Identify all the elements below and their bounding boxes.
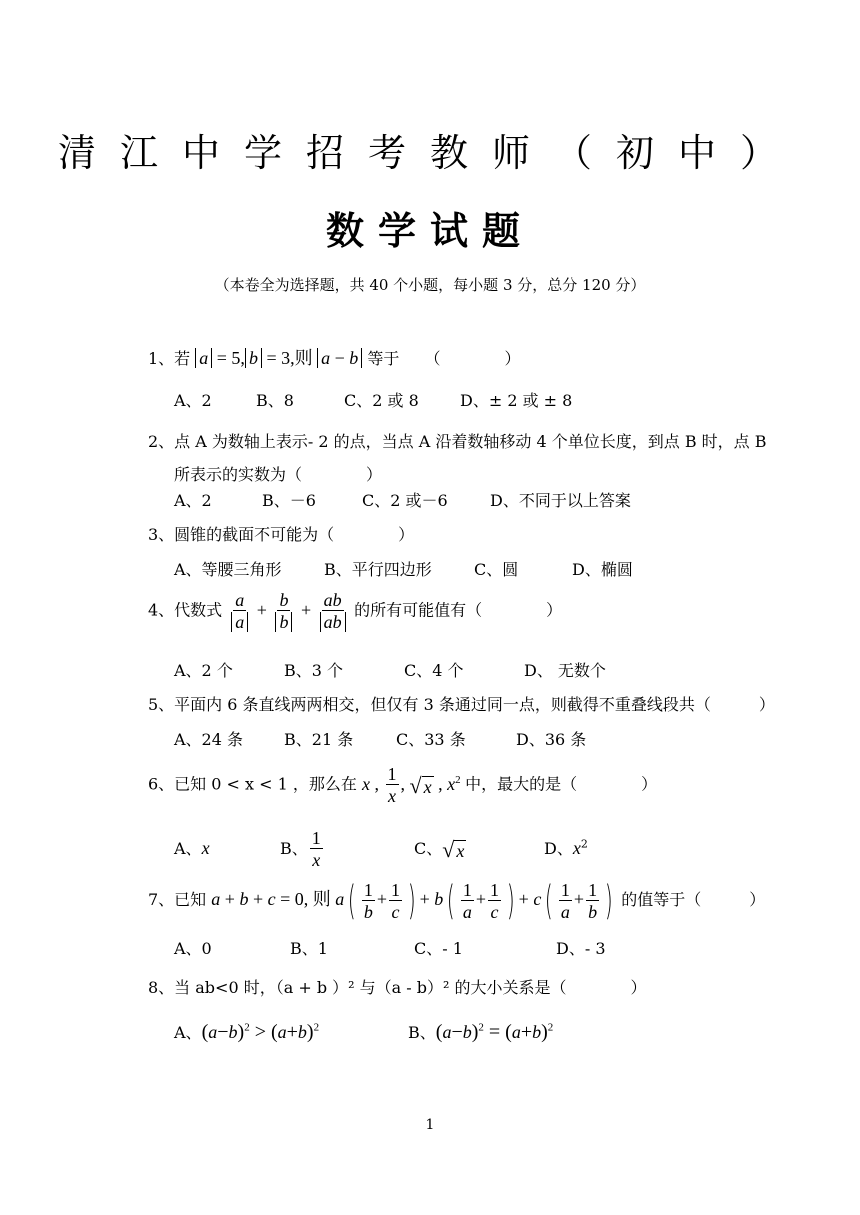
option-c: C、33 条 (396, 730, 466, 749)
question-8-options (174, 1020, 553, 1044)
option-a: A、2 (174, 391, 212, 410)
page-subtitle: 数学试题 (325, 209, 534, 253)
option-a: A、$(a-b)^2 > (a+b)^2$ (174, 1021, 320, 1043)
question-6-suffix: 中，最大的是（ ） (465, 774, 658, 794)
question-7-suffix: 的值等于（ ） (621, 890, 766, 910)
question-7-prefix: 7、已知 (148, 890, 207, 910)
question-2-options (174, 488, 631, 511)
question-7 (148, 878, 765, 924)
option-d: D、36 条 (516, 730, 587, 749)
option-d: D、 无数个 (524, 661, 606, 680)
option-b: B、3 个 (284, 661, 344, 680)
question-2-line1: 2、点 A 为数轴上表示- 2 的点，当点 A 沿着数轴移动 4 个单位长度，到点 B 时，点 B (148, 432, 767, 451)
option-c: C、2 或 8 (344, 391, 419, 410)
answer-blank: （ ） (424, 349, 521, 368)
option-c: C、2 或－6 (362, 491, 448, 510)
option-b: B、平行四边形 (324, 560, 432, 579)
option-c: C、- 1 (414, 939, 463, 958)
page-number: 1 (425, 1117, 435, 1133)
option-a: A、x (174, 838, 210, 858)
question-1-options (174, 388, 572, 411)
question-3-options (174, 557, 633, 580)
option-b: B、－6 (262, 491, 316, 510)
page-title: 清江中学招考教师（初中） (57, 131, 802, 175)
question-7-formula: a + b + c = 0, 则 a( $\frac{1}{b}$ + $\frac{1}{c}$ ) + b( $\frac{1}{a}$ + $\frac{1}{c}$ ) + c( $\frac{1}{a}$ + $\frac{1}{b}$ ) (211, 878, 613, 924)
option-c: C、圆 (474, 560, 519, 579)
question-3: 3、圆锥的截面不可能为（ ） (148, 525, 415, 544)
option-b: B、 $\frac{1}{x}$ (280, 828, 321, 870)
option-c: C、√ x (414, 836, 465, 862)
question-6-options (174, 828, 588, 871)
question-4 (148, 590, 562, 633)
question-1 (148, 344, 520, 370)
question-1-formula: a = 5, b = 3,则 a − b (195, 348, 362, 368)
question-2-line2: 所表示的实数为（ ） (174, 465, 383, 484)
option-a: A、2 个 (174, 661, 233, 680)
option-d: D、± 2 或 ± 8 (460, 391, 573, 410)
question-1-mid: 等于 (367, 349, 400, 368)
option-a: A、2 (174, 491, 212, 510)
option-d: D、- 3 (556, 939, 606, 958)
option-d: D、$x^2$ (544, 837, 588, 858)
question-8: 8、当 ab<0 时，（a + b ）² 与（a - b）² 的大小关系是（ ） (148, 978, 647, 997)
question-4-options (174, 658, 606, 681)
question-4-suffix: 的所有可能值有（ ） (354, 600, 563, 620)
option-b: B、1 (290, 939, 328, 958)
option-d: D、不同于以上答案 (490, 491, 631, 510)
question-4-formula: $\frac{a}{a}$ + $\frac{b}{b}$ + $\frac{ab}{ab}$ (227, 600, 354, 620)
question-5: 5、平面内 6 条直线两两相交，但仅有 3 条通过同一点，则截得不重叠线段共（ ） (148, 695, 775, 714)
option-a: A、等腰三角形 (174, 560, 282, 579)
question-4-prefix: 4、代数式 (148, 600, 223, 620)
question-7-options (174, 936, 606, 959)
question-1-prefix: 1、若 (148, 349, 191, 368)
option-a: A、24 条 (174, 730, 244, 749)
option-b: B、$(a-b)^2 = (a+b)^2$ (408, 1021, 554, 1043)
question-6 (148, 764, 657, 807)
option-b: B、8 (256, 391, 294, 410)
exam-note: （本卷全为选择题，共 40 个小题，每小题 3 分，总分 120 分） (214, 276, 646, 294)
question-6-formula: x , $\frac{1}{x}$ , √ x , $x^2$ (362, 764, 461, 806)
question-6-prefix: 6、已知 0 < x < 1 ，那么在 (148, 774, 357, 794)
option-a: A、0 (174, 939, 212, 958)
option-b: B、21 条 (284, 730, 354, 749)
question-5-options (174, 727, 586, 750)
option-c: C、4 个 (404, 661, 464, 680)
option-d: D、椭圆 (572, 560, 633, 579)
